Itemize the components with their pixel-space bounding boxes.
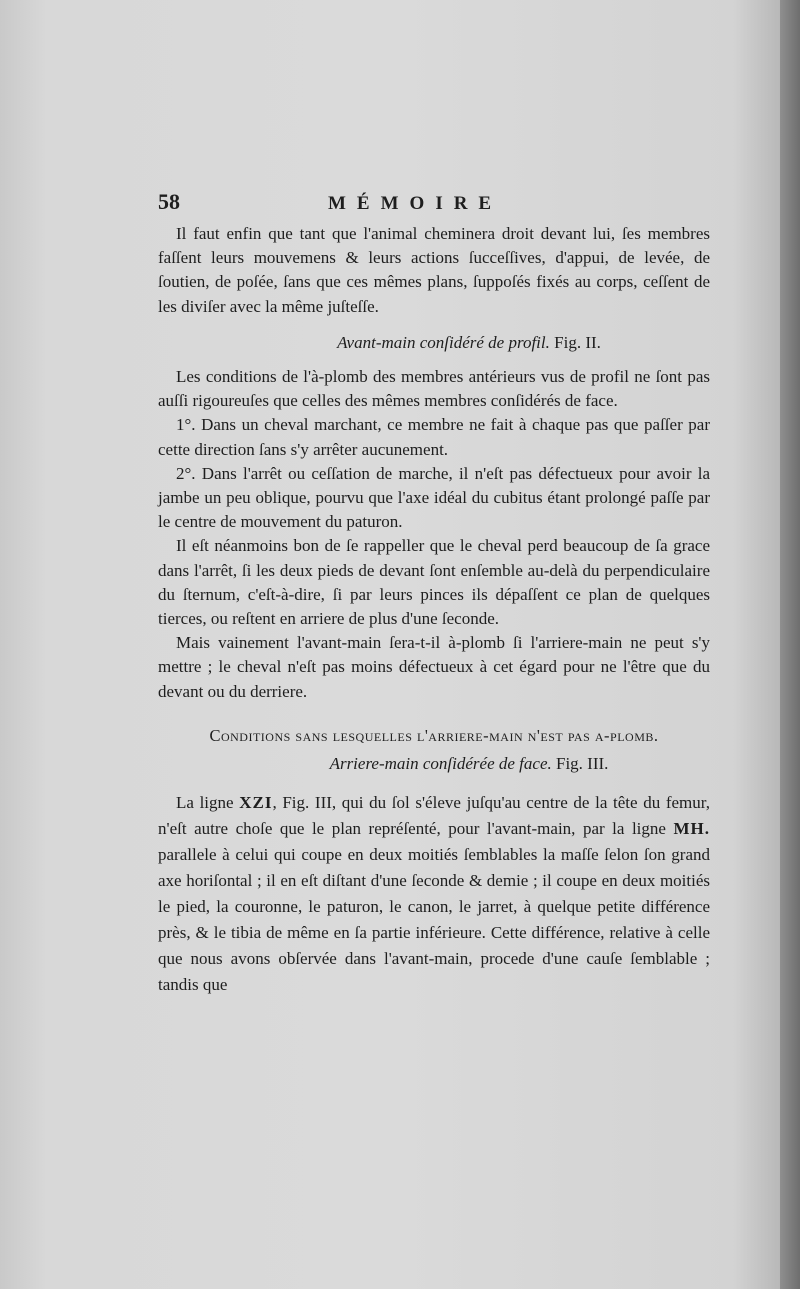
paragraph-7 (158, 790, 710, 998)
paragraph-6: Mais vainement l'avant-main ſera-t-il à-plomb ſi l'arriere-main ne peut s'y mettre ; le cheval n'eſt pas moins défectueux à cet égard pour ne l'être que du devant ou du derriere. (158, 633, 710, 701)
subheading-title: Avant-main conſidéré de profil. (337, 332, 550, 352)
paragraph-5: Il eſt néanmoins bon de ſe rappeller que le cheval perd beaucoup de ſa grace dans l'arrêt, ſi les deux pieds de devant ſont enſemble au-delà du perpendiculaire du ſternum, c'eſt-à-dire, ſi par leurs pinces ils dépaſſent ce plan de quelques tierces, ou reſtent en arriere de plus d'une ſeconde. (158, 536, 710, 629)
running-title: MÉMOIRE (328, 193, 503, 214)
page-header (158, 190, 710, 222)
p7-mid: , Fig. III, qui du ſol s'éleve juſqu'au centre de la tête du femur, n'eſt autre choſe que le plan repréſenté, pour l'avant-main, par la ligne (158, 793, 710, 839)
subheading-title-2: Arriere-main conſidérée de face. (329, 754, 552, 774)
paragraph-1: Il faut enfin que tant que l'animal cheminera droit devant lui, ſes membres faſſent leurs mouvemens & leurs actions ſucceſſives, d'appui, de levée, de ſoutien, de poſée, ſans que ces mêmes plans, ſuppoſés fixés au corps, ceſſent de les diviſer avec la même juſteſſe. (158, 224, 710, 316)
paragraph-2: Les conditions de l'à-plomb des membres antérieurs vus de profil ne ſont pas auſſi rigoureuſes que celles des mêmes membres conſidérés de face. (158, 367, 710, 411)
subheading-arriere-main (158, 752, 710, 776)
p7-symbol-xzi: XZI (239, 793, 273, 813)
section-title: Conditions sans lesquelles l'arriere-main n'est pas a-plomb. (209, 725, 659, 745)
figure-ref: Fig. II. (554, 332, 601, 352)
p7-end: parallele à celui qui coupe en deux moitiés ſemblables la maſſe ſelon ſon grand axe horiſontal ; il en eſt diſtant d'une ſeconde & demie ; il coupe en deux moitiés le pied, la couronne, le paturon, le canon, le jarret, à quelque petite différence près, & le tibia de même en ſa partie inférieure. Cette différence, relative à celle que nous avons obſervée dans l'avant-main, procede d'une cauſe ſemblable ; tandis que (158, 845, 710, 995)
subheading-avant-main (158, 331, 710, 355)
paragraph-4: 2°. Dans l'arrêt ou ceſſation de marche, il n'eſt pas défectueux pour avoir la jambe un peu oblique, pourvu que l'axe idéal du cubitus étant prolongé paſſe par le centre de mouvement du paturon. (158, 463, 710, 532)
figure-ref-2: Fig. III. (556, 754, 609, 774)
paragraph-3: 1°. Dans un cheval marchant, ce membre ne fait à chaque pas que paſſer par cette direction ſans s'y arrêter aucunement. (158, 415, 710, 459)
p7-symbol-mh: MH. (673, 819, 710, 839)
text-block (158, 190, 710, 998)
page-number: 58 (158, 189, 180, 214)
page-edge-shadow (780, 0, 800, 1289)
p7-start: La ligne (176, 793, 240, 813)
